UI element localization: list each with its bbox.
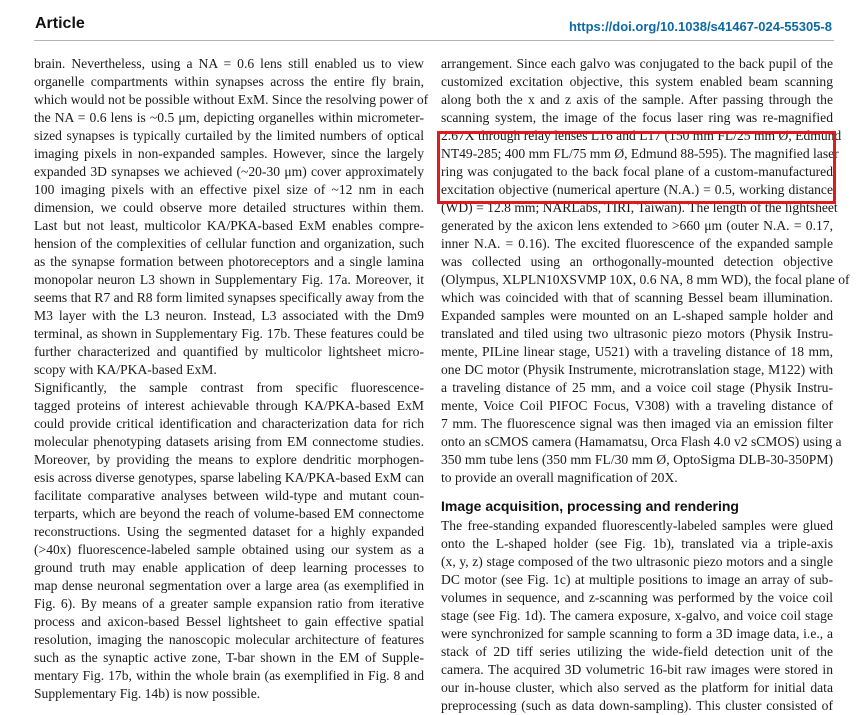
text-line: (>40x) fluorescence-labeled sample obtained using our system as a [34, 542, 424, 557]
text-line: arrangement. Since each galvo was conjugated to the back pupil of the [441, 56, 833, 71]
header-rule [34, 40, 834, 41]
text-line: which would not be possible without ExM. Since the resolving power of [34, 92, 429, 107]
text-line: a traveling distance of 25 mm, and a voice coil stage (Physik Instru- [441, 380, 833, 395]
text-line: excitation objective (numerical aperture (N.A.) = 0.5, working distance [441, 182, 833, 197]
text-line: scanning system, the image of the focus laser ring was re-magnified [441, 110, 833, 125]
text-line: Expanded samples were mounted on an L-shaped sample holder and [441, 308, 833, 323]
text-line: could provide critical identification and characterization data for rich [34, 416, 424, 431]
text-line: M3 layer with the L3 neuron. Instead, L3 associated with the Dm9 [34, 308, 424, 323]
text-line: terparts, which are beyond the reach of volume-based EM connectome [34, 506, 424, 521]
text-line: imaging pixels in non-expanded samples. However, since the largely [34, 146, 424, 161]
text-line: organelle compartments within synapses across the entire fly brain, [34, 74, 424, 89]
text-line: ring was conjugated to the back focal plane of a custom-manufactured [441, 164, 833, 179]
text-line: which was coincided with that of scanning Bessel beam illumination. [441, 290, 833, 305]
text-line: preprocessing (such as data down-sampling). This cluster consisted of [441, 698, 833, 713]
text-line: monopolar neuron L3 shown in Supplementary Fig. 17a. Moreover, it [34, 272, 424, 287]
text-line: along both the x and z axis of the sample. After passing through the [441, 92, 833, 107]
text-line: was collected using an orthogonally-mounted detection objective [441, 254, 833, 269]
text-line: molecular phenotyping datasets arising from EM connectome studies. [34, 434, 424, 449]
text-line: brain. Nevertheless, using a NA = 0.6 lens still enabled us to view [34, 56, 424, 71]
text-line: Supplementary Fig. 14b) is now possible. [34, 686, 261, 701]
text-line: sized synapses is typically curtailed by the limited numbers of optical [34, 128, 424, 143]
text-line: tagged proteins of interest achievable through KA/PKA-based ExM [34, 398, 424, 413]
text-line: Fig. 6). By means of a greater sample expansion ratio from iterative [34, 596, 424, 611]
left-column [34, 55, 429, 703]
text-line: 7 mm. The fluorescence signal was then imaged via an emission filter [441, 416, 833, 431]
text-line: stage (see Fig. 1d). The camera exposure, x-galvo, and voice coil stage [441, 608, 833, 623]
text-line: generated by the axicon lens extended to >660 μm (outer N.A. = 0.17, [441, 218, 833, 233]
text-line: 2.67X through relay lenses L16 and L17 (150 mm FL/25 mm Ø, Edmund [441, 128, 842, 143]
text-line: onto an sCMOS camera (Hamamatsu, Orca Flash 4.0 v2 sCMOS) using a [441, 434, 842, 449]
text-line: the NA = 0.6 lens is ~0.5 μm, depicting organelles within micrometer- [34, 110, 424, 125]
text-line: stack of 2D tiff series utilizing the wide-field detection unit of the [441, 644, 833, 659]
page-header [0, 0, 863, 44]
text-line: mente, Voice Coil PIFOC Focus, V308) with a traveling distance of [441, 398, 833, 413]
left-paragraph-2 [34, 379, 424, 703]
right-column [441, 55, 850, 715]
right-paragraph-2 [441, 517, 833, 715]
text-line: facilitate comparative analyses between wild-type and mutant coun- [34, 488, 424, 503]
right-paragraph-1 [441, 55, 850, 487]
text-line: to provide an overall magnification of 20X. [441, 470, 678, 485]
text-line: resolution, imaging the nanoscopic molecular architecture of features [34, 632, 424, 647]
text-line: (WD) = 12.8 mm; NARLabs, TIRI, Taiwan). The length of the lightsheet [441, 200, 838, 215]
text-line: translated and tiled using two ultrasonic piezo motors (Physik Instru- [441, 326, 833, 341]
text-line: mentary Fig. 17b, within the whole brain (as exemplified in Fig. 8 and [34, 668, 424, 683]
text-line: Significantly, the sample contrast from specific fluorescence- [34, 380, 424, 395]
text-line: NT49-285; 400 mm FL/75 mm Ø, Edmund 88-595). The magnified laser [441, 146, 839, 161]
text-line: Last but not least, multicolor KA/PKA-based ExM enables compre- [34, 218, 424, 233]
text-line: customized excitation objective, this system enabled beam scanning [441, 74, 833, 89]
left-paragraph-1 [34, 55, 429, 379]
text-line: (x, y, z) stage composed of the two ultrasonic piezo motors and a single [441, 554, 833, 569]
text-line: esis across diverse genotypes, sparse labeling KA/PKA-based ExM can [34, 470, 424, 485]
text-line: expanded 3D synapses we achieved (~20-30 μm) cover approximately [34, 164, 424, 179]
text-line: The free-standing expanded fluorescently-labeled samples were glued [441, 518, 833, 533]
text-line: one DC motor (Physik Instrumente, microtranslation stage, M122) with [441, 362, 833, 377]
doi-link[interactable]: https://doi.org/10.1038/s41467-024-55305-8 [568, 19, 832, 34]
text-line: seems that R7 and R8 form limited synapses specifically away from the [34, 290, 424, 305]
text-line: were synchronized for sample scanning to form a 3D image data, i.e., a [441, 626, 833, 641]
text-line: our in-house cluster, which also served as the platform for initial data [441, 680, 833, 695]
text-line: Moreover, by providing the means to explore dendritic morphogen- [34, 452, 424, 467]
text-line: 100 imaging pixels with an effective pixel size of ~12 nm in each [34, 182, 424, 197]
text-line: dimension, we could observe more detailed structures within them. [34, 200, 424, 215]
text-line: such as the synaptic active zone, T-bar shown in the EM of Supple- [34, 650, 424, 665]
text-line: onto the L-shaped holder (see Fig. 1b), translated via a triple-axis [441, 536, 833, 551]
article-type-label: Article [35, 15, 85, 32]
section-heading: Image acquisition, processing and rendering [441, 498, 739, 514]
text-line: terminal, as shown in Supplementary Fig. 17b. These features could be [34, 326, 424, 341]
text-line: mente, PILine linear stage, U521) with a traveling distance of 18 mm, [441, 344, 833, 359]
text-line: volumes in sequence, and z-scanning was performed by the voice coil [441, 590, 833, 605]
text-line: reconstructions. Using the segmented dataset for a highly expanded [34, 524, 424, 539]
text-line: map dense neuronal segmentation over a large area (as exemplified in [34, 578, 424, 593]
text-line: process and axicon-based Bessel lightsheet to gain effective spatial [34, 614, 424, 629]
text-line: further characterized and quantified by multicolor lightsheet micro- [34, 344, 424, 359]
text-line: camera. The acquired 3D volumetric 16-bit raw images were stored in [441, 662, 833, 677]
text-line: 350 mm tube lens (350 mm FL/30 mm Ø, OptoSigma DLB-30-350PM) [441, 452, 833, 467]
text-line: scopy with KA/PKA-based ExM. [34, 362, 217, 377]
text-line: (Olympus, XLPLN10XSVMP 10X, 0.6 NA, 8 mm WD), the focal plane of [441, 272, 850, 287]
text-line: ground truth may enable application of deep learning processes to [34, 560, 424, 575]
text-line: DC motor (see Fig. 1c) at multiple positions to image an array of sub- [441, 572, 833, 587]
text-line: as the synapse formation between photoreceptors and a single lamina [34, 254, 424, 269]
text-line: inner N.A. = 0.16). The excited fluorescence of the expanded sample [441, 236, 833, 251]
text-line: hension of the complexities of cellular function and organization, such [34, 236, 424, 251]
